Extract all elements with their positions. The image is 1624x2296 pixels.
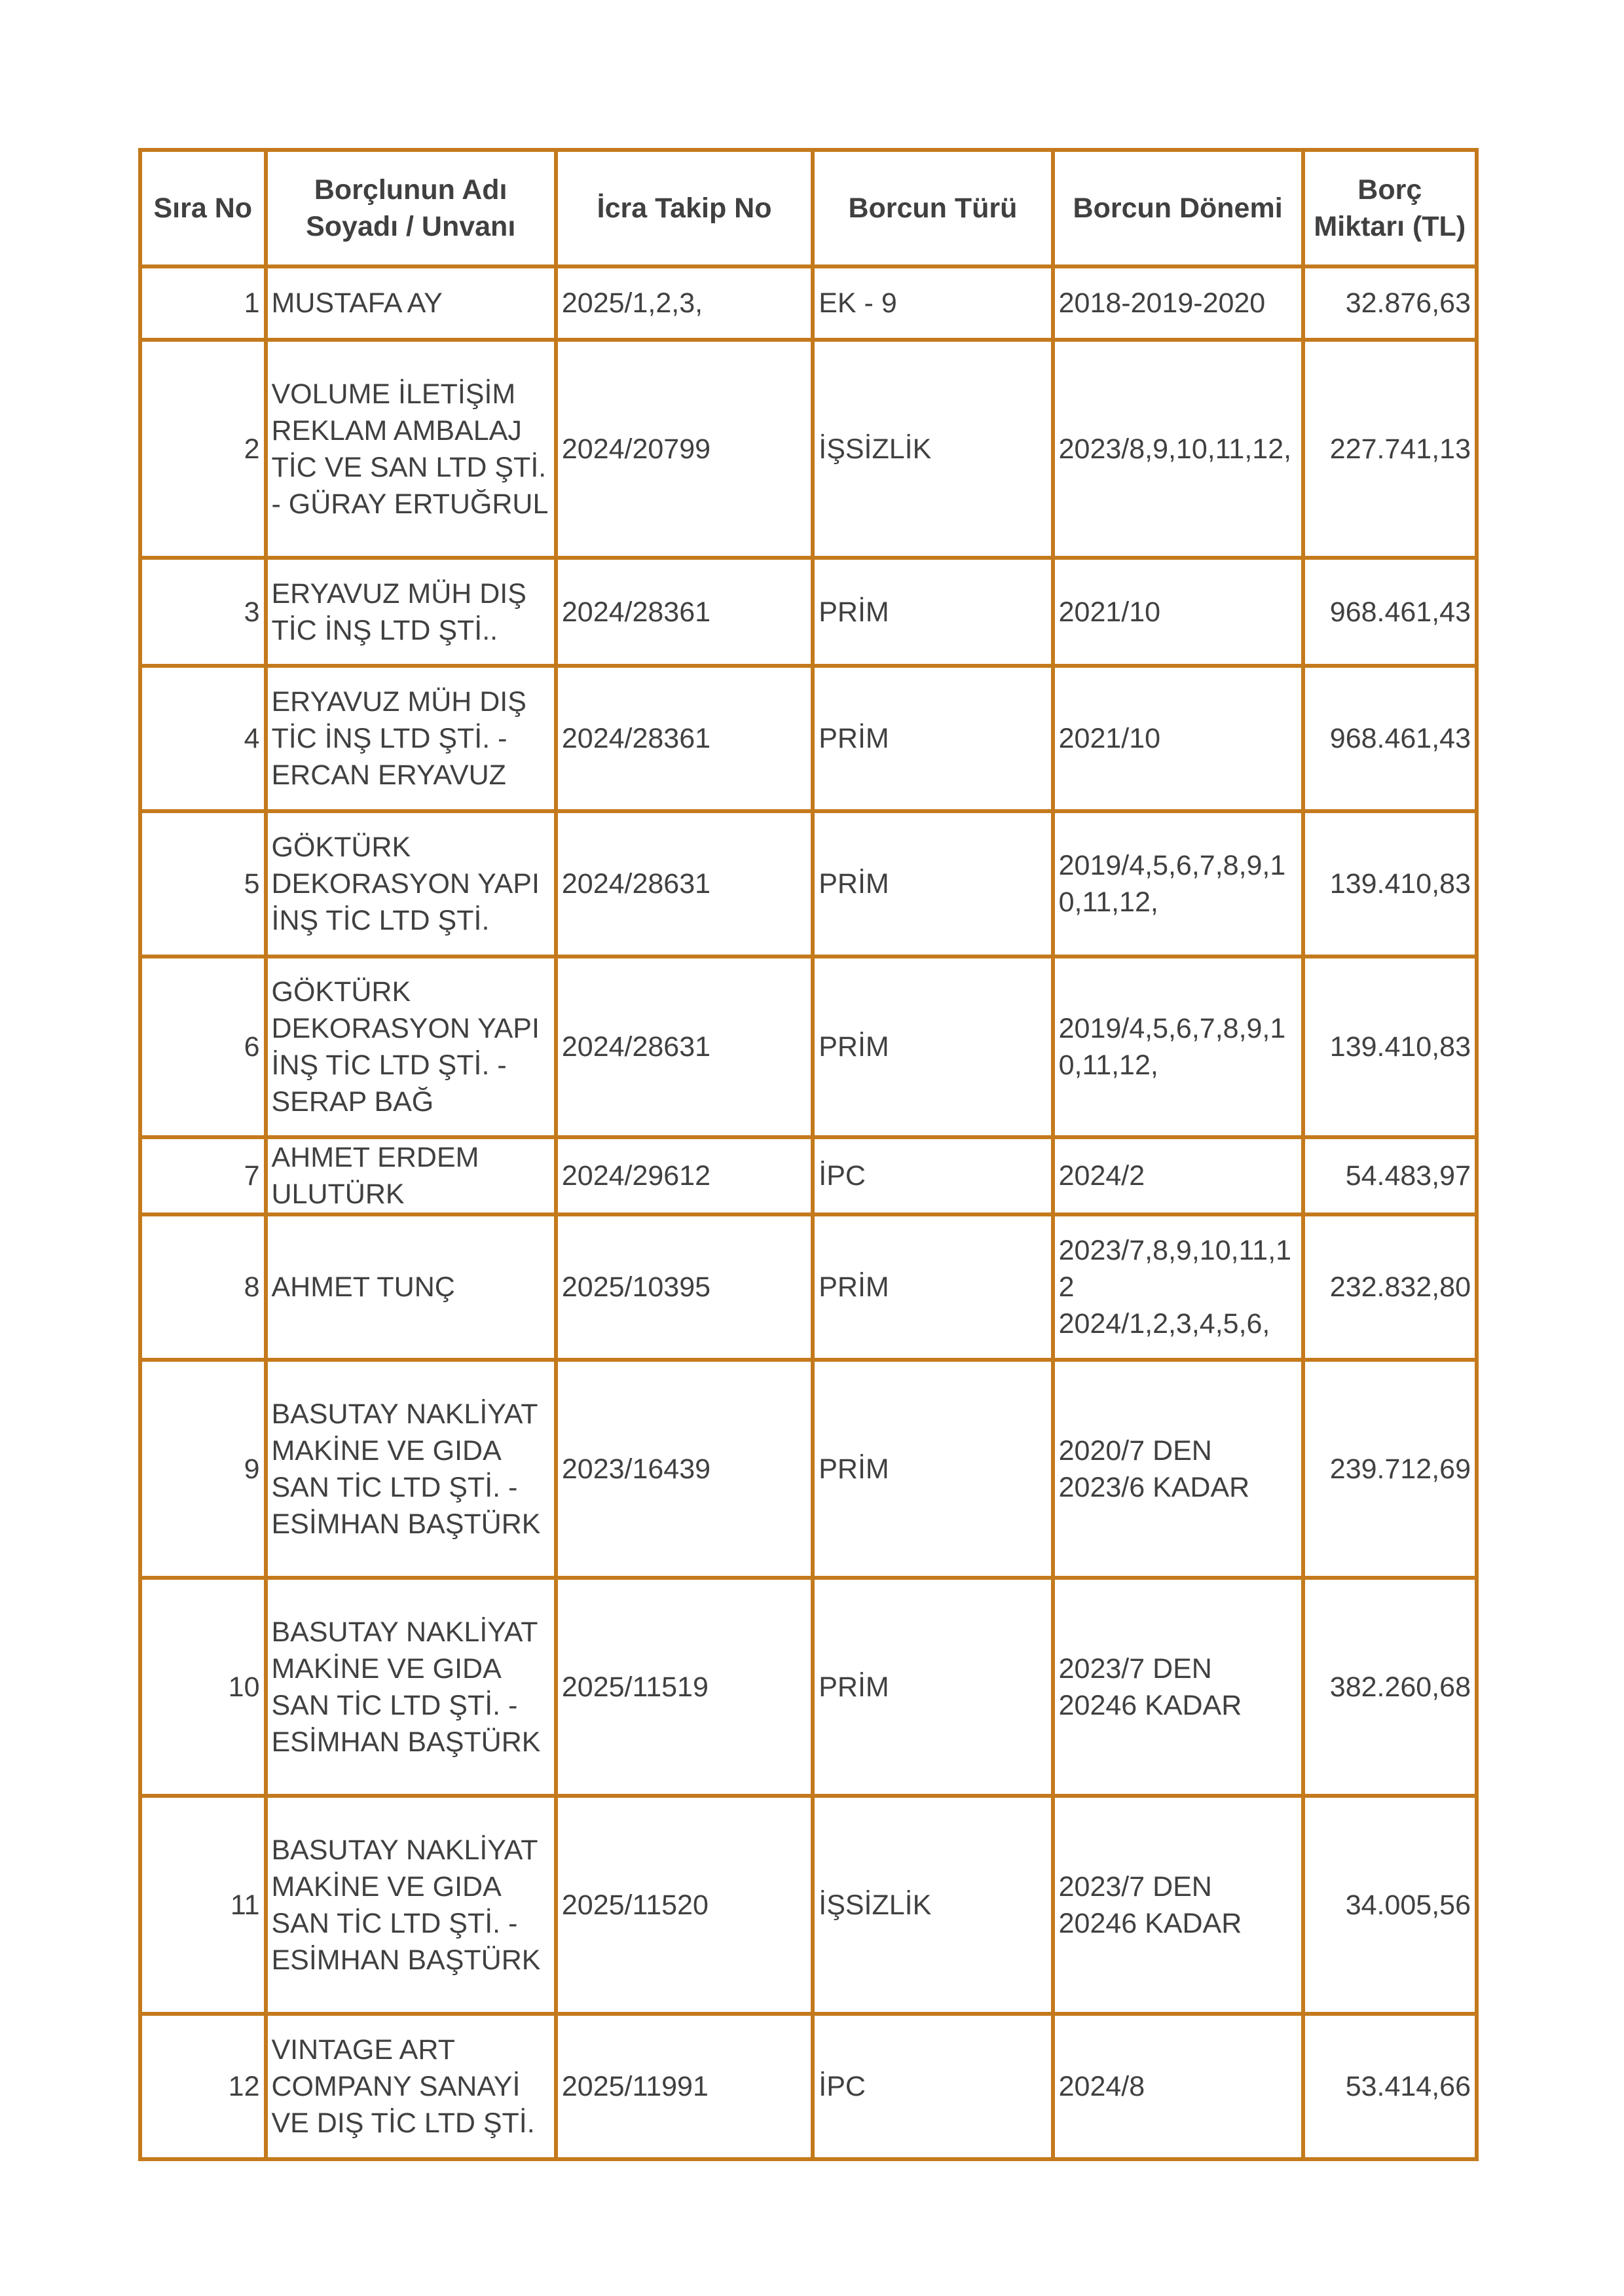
debt-table bbox=[138, 148, 1479, 2161]
debtor-name: GÖKTÜRK DEKORASYON YAPI İNŞ TİC LTD ŞTİ. bbox=[266, 811, 556, 957]
table-row bbox=[140, 558, 1477, 666]
debt-period: 2018-2019-2020 bbox=[1053, 266, 1303, 340]
row-no: 5 bbox=[140, 811, 266, 957]
debtor-name: ERYAVUZ MÜH DIŞ TİC İNŞ LTD ŞTİ. - ERCAN ERYAVUZ bbox=[266, 666, 556, 811]
icra-no: 2025/10395 bbox=[556, 1214, 813, 1360]
row-no: 4 bbox=[140, 666, 266, 811]
row-no: 3 bbox=[140, 558, 266, 666]
debt-type: PRİM bbox=[813, 811, 1052, 957]
header-no: Sıra No bbox=[140, 150, 266, 266]
debtor-name: MUSTAFA AY bbox=[266, 266, 556, 340]
icra-no: 2024/28631 bbox=[556, 957, 813, 1137]
debt-type: İŞSİZLİK bbox=[813, 1796, 1052, 2014]
table-row bbox=[140, 340, 1477, 558]
table-row bbox=[140, 2014, 1477, 2159]
icra-no: 2024/28631 bbox=[556, 811, 813, 957]
debt-type: EK - 9 bbox=[813, 266, 1052, 340]
icra-no: 2025/11520 bbox=[556, 1796, 813, 2014]
debt-period: 2019/4,5,6,7,8,9,10,11,12, bbox=[1053, 811, 1303, 957]
debtor-name: AHMET ERDEM ULUTÜRK bbox=[266, 1137, 556, 1214]
row-no: 9 bbox=[140, 1360, 266, 1578]
debtor-name: BASUTAY NAKLİYAT MAKİNE VE GIDA SAN TİC LTD ŞTİ. - ESİMHAN BAŞTÜRK bbox=[266, 1578, 556, 1796]
icra-no: 2024/28361 bbox=[556, 666, 813, 811]
debtor-name: BASUTAY NAKLİYAT MAKİNE VE GIDA SAN TİC LTD ŞTİ. - ESİMHAN BAŞTÜRK bbox=[266, 1796, 556, 2014]
debt-amount: 34.005,56 bbox=[1303, 1796, 1477, 2014]
table-row bbox=[140, 1796, 1477, 2014]
debt-type: İPC bbox=[813, 2014, 1052, 2159]
debt-type: PRİM bbox=[813, 666, 1052, 811]
table-row bbox=[140, 266, 1477, 340]
icra-no: 2025/11519 bbox=[556, 1578, 813, 1796]
debt-amount: 968.461,43 bbox=[1303, 666, 1477, 811]
icra-no: 2024/20799 bbox=[556, 340, 813, 558]
debt-period: 2020/7 DEN 2023/6 KADAR bbox=[1053, 1360, 1303, 1578]
debtor-name: VINTAGE ART COMPANY SANAYİ VE DIŞ TİC LTD ŞTİ. bbox=[266, 2014, 556, 2159]
debt-type: PRİM bbox=[813, 957, 1052, 1137]
debt-type: PRİM bbox=[813, 1214, 1052, 1360]
header-row bbox=[140, 150, 1477, 266]
debt-amount: 232.832,80 bbox=[1303, 1214, 1477, 1360]
debt-amount: 227.741,13 bbox=[1303, 340, 1477, 558]
row-no: 12 bbox=[140, 2014, 266, 2159]
icra-no: 2025/11991 bbox=[556, 2014, 813, 2159]
row-no: 8 bbox=[140, 1214, 266, 1360]
header-tur: Borcun Türü bbox=[813, 150, 1052, 266]
icra-no: 2024/29612 bbox=[556, 1137, 813, 1214]
debt-amount: 239.712,69 bbox=[1303, 1360, 1477, 1578]
debt-type: PRİM bbox=[813, 1360, 1052, 1578]
debt-period: 2019/4,5,6,7,8,9,10,11,12, bbox=[1053, 957, 1303, 1137]
debt-amount: 53.414,66 bbox=[1303, 2014, 1477, 2159]
debt-type: İPC bbox=[813, 1137, 1052, 1214]
row-no: 1 bbox=[140, 266, 266, 340]
icra-no: 2025/1,2,3, bbox=[556, 266, 813, 340]
table-row bbox=[140, 1578, 1477, 1796]
debt-period: 2024/2 bbox=[1053, 1137, 1303, 1214]
debtor-name: GÖKTÜRK DEKORASYON YAPI İNŞ TİC LTD ŞTİ. - SERAP BAĞ bbox=[266, 957, 556, 1137]
debt-amount: 139.410,83 bbox=[1303, 957, 1477, 1137]
debt-period: 2021/10 bbox=[1053, 558, 1303, 666]
row-no: 6 bbox=[140, 957, 266, 1137]
table-row bbox=[140, 666, 1477, 811]
debt-amount: 968.461,43 bbox=[1303, 558, 1477, 666]
table-row bbox=[140, 957, 1477, 1137]
debt-type: PRİM bbox=[813, 1578, 1052, 1796]
row-no: 10 bbox=[140, 1578, 266, 1796]
table-row bbox=[140, 1360, 1477, 1578]
debtor-name: VOLUME İLETİŞİM REKLAM AMBALAJ TİC VE SAN LTD ŞTİ. - GÜRAY ERTUĞRUL bbox=[266, 340, 556, 558]
table-row bbox=[140, 811, 1477, 957]
debt-period: 2023/7 DEN 20246 KADAR bbox=[1053, 1796, 1303, 2014]
debt-amount: 382.260,68 bbox=[1303, 1578, 1477, 1796]
debtor-name: ERYAVUZ MÜH DIŞ TİC İNŞ LTD ŞTİ.. bbox=[266, 558, 556, 666]
debt-type: İŞSİZLİK bbox=[813, 340, 1052, 558]
header-donem: Borcun Dönemi bbox=[1053, 150, 1303, 266]
debt-amount: 54.483,97 bbox=[1303, 1137, 1477, 1214]
debtor-name: AHMET TUNÇ bbox=[266, 1214, 556, 1360]
row-no: 7 bbox=[140, 1137, 266, 1214]
debt-period: 2024/8 bbox=[1053, 2014, 1303, 2159]
debt-amount: 32.876,63 bbox=[1303, 266, 1477, 340]
debt-amount: 139.410,83 bbox=[1303, 811, 1477, 957]
header-icra: İcra Takip No bbox=[556, 150, 813, 266]
table-row bbox=[140, 1214, 1477, 1360]
debt-type: PRİM bbox=[813, 558, 1052, 666]
header-name: Borçlunun Adı Soyadı / Unvanı bbox=[266, 150, 556, 266]
icra-no: 2024/28361 bbox=[556, 558, 813, 666]
icra-no: 2023/16439 bbox=[556, 1360, 813, 1578]
row-no: 2 bbox=[140, 340, 266, 558]
table-row bbox=[140, 1137, 1477, 1214]
debt-period: 2021/10 bbox=[1053, 666, 1303, 811]
debt-period: 2023/8,9,10,11,12, bbox=[1053, 340, 1303, 558]
debtor-name: BASUTAY NAKLİYAT MAKİNE VE GIDA SAN TİC LTD ŞTİ. - ESİMHAN BAŞTÜRK bbox=[266, 1360, 556, 1578]
debt-period: 2023/7,8,9,10,11,12 2024/1,2,3,4,5,6, bbox=[1053, 1214, 1303, 1360]
row-no: 11 bbox=[140, 1796, 266, 2014]
debt-period: 2023/7 DEN 20246 KADAR bbox=[1053, 1578, 1303, 1796]
header-amount: Borç Miktarı (TL) bbox=[1303, 150, 1477, 266]
